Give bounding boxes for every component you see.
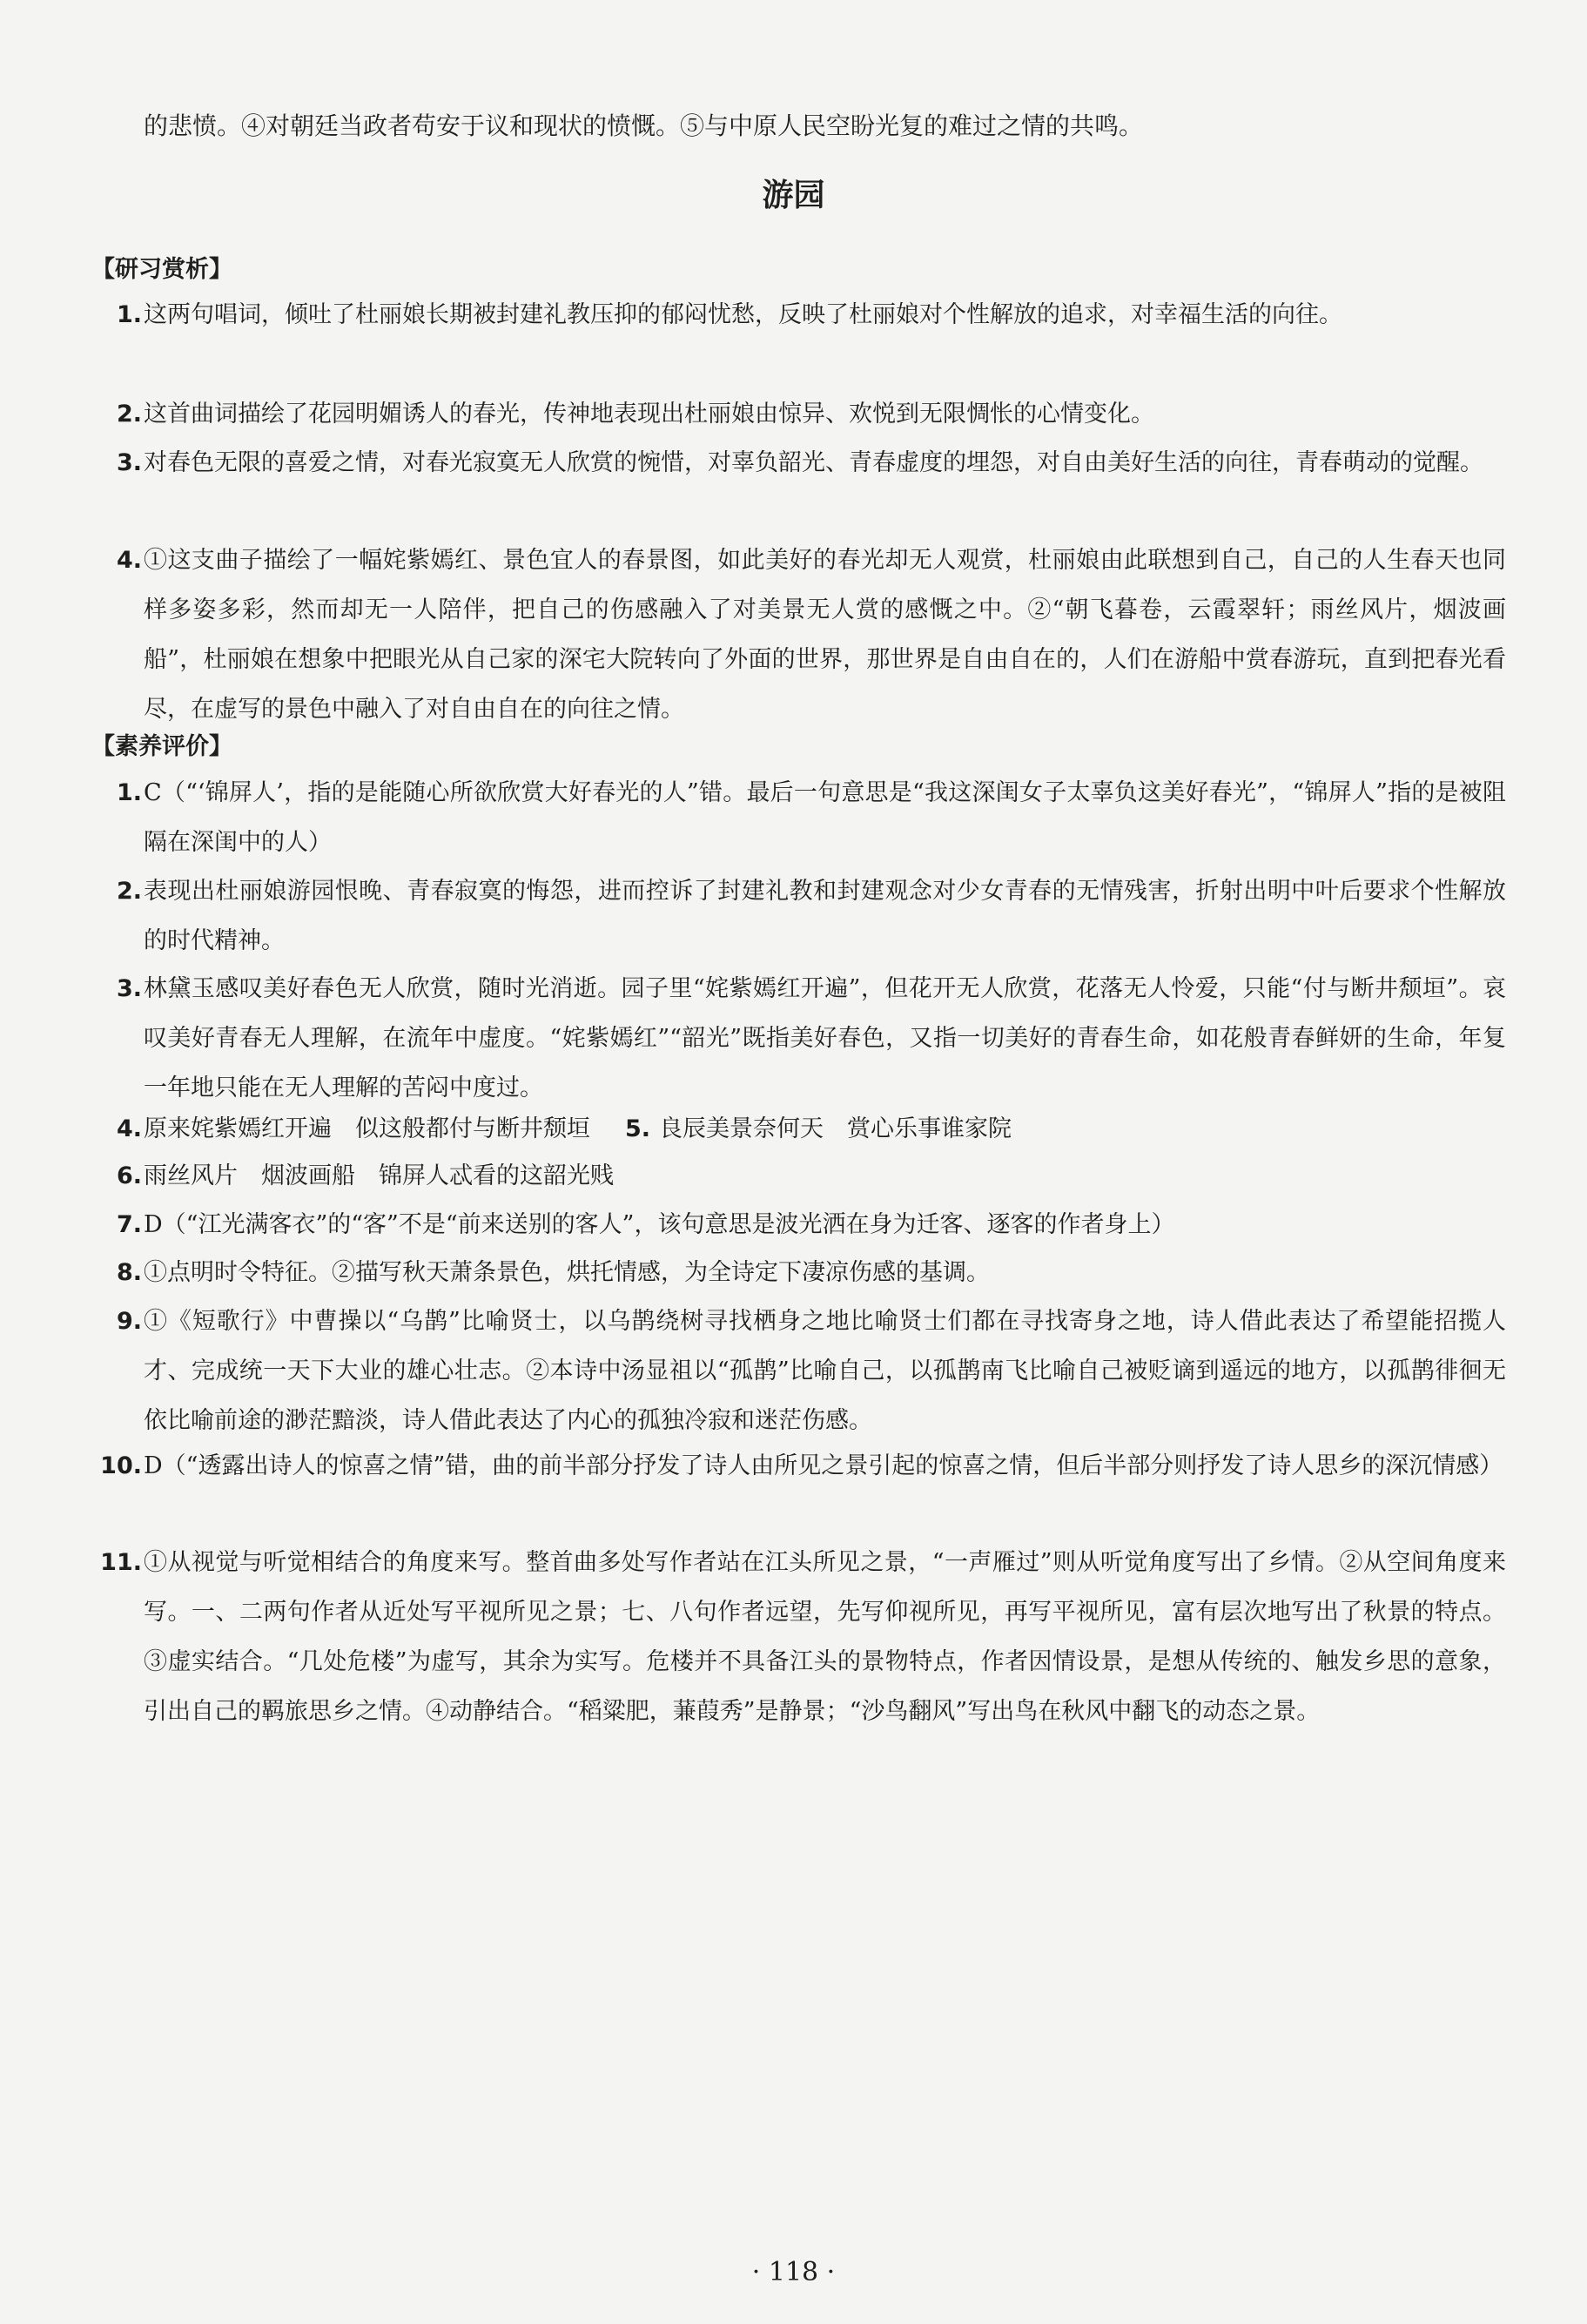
item-text: ①点明时令特征。②描写秋天萧条景色，烘托情感，为全诗定下凄凉伤感的基调。 xyxy=(144,1259,990,1286)
item-number: 5. xyxy=(625,1115,651,1142)
item-number: 9. xyxy=(116,1308,142,1335)
item-text: D（“透露出诗人的惊喜之情”错，曲的前半部分抒发了诗人由所见之景引起的惊喜之情，但后半部分则抒发了诗人思乡的深沉情感） xyxy=(144,1452,1503,1479)
eval-item-11 xyxy=(91,1538,1506,1736)
study-item-4 xyxy=(91,536,1506,734)
eval-item-10 xyxy=(91,1441,1506,1491)
eval-item-3 xyxy=(91,964,1506,1113)
section-heading-study: 【研习赏析】 xyxy=(91,256,232,283)
eval-item-4-5 xyxy=(91,1104,1506,1154)
item-text: 这首曲词描绘了花园明媚诱人的春光，传神地表现出杜丽娘由惊异、欢悦到无限惆怅的心情变化。 xyxy=(144,401,1154,428)
item-text: 原来姹紫嫣红开遍 似这般都付与断井颓垣 xyxy=(144,1115,590,1142)
section-heading-evaluation: 【素养评价】 xyxy=(91,733,232,760)
item-number: 3. xyxy=(116,975,142,1002)
item-text: C（“‘锦屏人’，指的是能随心所欲欣赏大好春光的人”错。最后一句意思是“我这深闺女子太辜负这美好春光”，“锦屏人”指的是被阻隔在深闺中的人） xyxy=(144,779,1506,856)
eval-item-8 xyxy=(91,1248,1506,1297)
item-text: D（“江光满客衣”的“客”不是“前来送别的客人”，该句意思是波光洒在身为迁客、逐客的作者身上） xyxy=(144,1211,1175,1238)
item-number: 4. xyxy=(116,547,142,574)
eval-item-6 xyxy=(91,1151,1506,1201)
eval-item-7 xyxy=(91,1200,1506,1250)
section-title: 游园 xyxy=(762,178,825,213)
study-item-2 xyxy=(91,389,1506,439)
study-item-3 xyxy=(91,438,1506,488)
item-number: 6. xyxy=(116,1162,142,1189)
item-text: 良辰美景奈何天 赏心乐事谁家院 xyxy=(659,1115,1012,1142)
eval-item-9 xyxy=(91,1297,1506,1445)
item-number: 2. xyxy=(116,401,142,428)
eval-item-1 xyxy=(91,768,1506,867)
item-number: 10. xyxy=(100,1452,142,1479)
item-number: 1. xyxy=(116,301,142,328)
item-number: 8. xyxy=(116,1259,142,1286)
continued-text: 的悲愤。④对朝廷当政者苟安于议和现状的愤慨。⑤与中原人民空盼光复的难过之情的共鸣。 xyxy=(144,111,1144,140)
page-number: · 118 · xyxy=(751,2257,836,2287)
item-text: 这两句唱词，倾吐了杜丽娘长期被封建礼教压抑的郁闷忧愁，反映了杜丽娘对个性解放的追求，对幸福生活的向往。 xyxy=(144,301,1342,328)
eval-item-2 xyxy=(91,866,1506,966)
item-number: 11. xyxy=(100,1549,142,1576)
item-number: 7. xyxy=(116,1211,142,1238)
item-number: 4. xyxy=(116,1115,142,1142)
item-text: 林黛玉感叹美好春色无人欣赏，随时光消逝。园子里“姹紫嫣红开遍”，但花开无人欣赏，花落无人怜爱，只能“付与断井颓垣”。哀叹美好青春无人理解，在流年中虚度。“姹紫嫣红”“韶光”既指美好春色，又指一切美好的青春生命，如花般青春鲜妍的生命，年复一年地只能在无人理解的苦闷中度过。 xyxy=(144,975,1506,1101)
item-text: ①《短歌行》中曹操以“乌鹊”比喻贤士，以乌鹊绕树寻找栖身之地比喻贤士们都在寻找寄身之地，诗人借此表达了希望能招揽人才、完成统一天下大业的雄心壮志。②本诗中汤显祖以“孤鹊”比喻自己，以孤鹊南飞比喻自己被贬谪到遥远的地方，以孤鹊徘徊无依比喻前途的渺茫黯淡，诗人借此表达了内心的孤独冷寂和迷茫伤感。 xyxy=(144,1308,1506,1434)
item-text: 雨丝风片 烟波画船 锦屏人忒看的这韶光贱 xyxy=(144,1162,614,1189)
item-text: 对春色无限的喜爱之情，对春光寂寞无人欣赏的惋惜，对辜负韶光、青春虚度的埋怨，对自由美好生活的向往，青春萌动的觉醒。 xyxy=(144,449,1483,476)
item-number: 1. xyxy=(116,779,142,806)
item-text: ①这支曲子描绘了一幅姹紫嫣红、景色宜人的春景图，如此美好的春光却无人观赏，杜丽娘由此联想到自己，自己的人生春天也同样多姿多彩，然而却无一人陪伴，把自己的伤感融入了对美景无人赏的感慨之中。②“朝飞暮卷，云霞翠轩；雨丝风片，烟波画船”，杜丽娘在想象中把眼光从自己家的深宅大院转向了外面的世界，那世界是自由自在的，人们在游船中赏春游玩，直到把春光看尽，在虚写的景色中融入了对自由自在的向往之情。 xyxy=(144,547,1506,723)
item-text: ①从视觉与听觉相结合的角度来写。整首曲多处写作者站在江头所见之景，“一声雁过”则从听觉角度写出了乡情。②从空间角度来写。一、二两句作者从近处写平视所见之景；七、八句作者远望，先写仰视所见，再写平视所见，富有层次地写出了秋景的特点。③虚实结合。“几处危楼”为虚写，其余为实写。危楼并不具备江头的景物特点，作者因情设景，是想从传统的、触发乡思的意象，引出自己的羁旅思乡之情。④动静结合。“稻粱肥，蒹葭秀”是静景；“沙鸟翻风”写出鸟在秋风中翻飞的动态之景。 xyxy=(144,1549,1506,1725)
item-number: 3. xyxy=(116,449,142,476)
item-text: 表现出杜丽娘游园恨晚、青春寂寞的悔怨，进而控诉了封建礼教和封建观念对少女青春的无情残害，折射出明中叶后要求个性解放的时代精神。 xyxy=(144,878,1506,954)
item-number: 2. xyxy=(116,878,142,905)
study-item-1 xyxy=(91,290,1506,340)
